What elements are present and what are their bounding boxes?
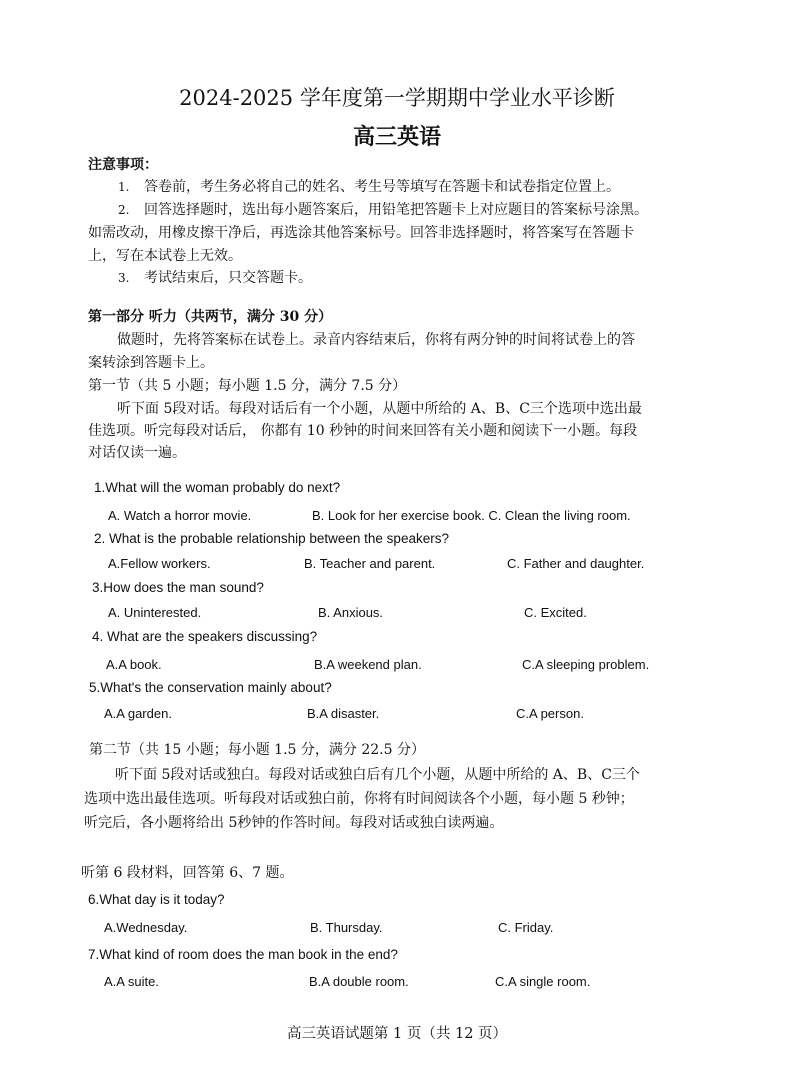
question-7-option-a: A.A suite. xyxy=(104,974,159,989)
question-4-option-a: A.A book. xyxy=(106,657,162,672)
notice-item-1 xyxy=(118,176,620,196)
notice-item-2 xyxy=(118,199,648,219)
section2-intro-line-2: 选项中选出最佳选项。听每段对话或独白前，你将有时间阅读各个小题，每小题 5 秒钟； xyxy=(84,791,634,807)
notice-item-text: 回答选择题时，选出每小题答案后，用铅笔把答题卡上对应题目的答案标号涂黑。 xyxy=(144,202,648,218)
notice-item-number: 1. xyxy=(118,180,130,194)
notice-item-2-line-2: 如需改动，用橡皮擦干净后，再选涂其他答案标号。回答非选择题时，将答案写在答题卡 xyxy=(88,225,634,241)
section1-intro-line-3: 对话仅读一遍。 xyxy=(88,445,186,461)
question-3-option-b: B. Anxious. xyxy=(318,605,384,620)
question-2-option-b: B. Teacher and parent. xyxy=(304,556,436,571)
question-3-option-a: A. Uninterested. xyxy=(108,605,202,620)
question-4: 4. What are the speakers discussing? xyxy=(92,629,318,644)
question-7: 7.What kind of room does the man book in the end? xyxy=(88,947,398,962)
question-5: 5.What's the conservation mainly about? xyxy=(89,680,332,695)
exam-subject: 高三英语 xyxy=(352,124,441,150)
exam-title: 2024-2025 学年度第一学期期中学业水平诊断 xyxy=(179,86,615,110)
part1-intro-line-1: 做题时，先将答案标在试卷上。录音内容结束后，你将有两分钟的时间将试卷上的答 xyxy=(117,332,635,348)
question-6-option-a: A.Wednesday. xyxy=(104,920,188,935)
question-7-option-b: B.A double room. xyxy=(309,974,409,989)
question-1: 1.What will the woman probably do next? xyxy=(94,480,341,495)
notice-item-text: 考试结束后，只交答题卡。 xyxy=(144,270,312,286)
question-4-option-c: C.A sleeping problem. xyxy=(522,657,650,672)
question-4-option-b: B.A weekend plan. xyxy=(314,657,422,672)
section2-heading: 第二节（共 15 小题；每小题 1.5 分，满分 22.5 分） xyxy=(89,742,425,758)
section1-intro-line-1: 听下面 5段对话。每段对话后有一个小题，从题中所给的 A、B、C三个选项中选出最 xyxy=(117,401,642,417)
question-2-option-c: C. Father and daughter. xyxy=(507,556,645,571)
section1-intro-line-2: 佳选项。听完每段对话后， 你都有 10 秒钟的时间来回答有关小题和阅读下一小题。每段 xyxy=(88,423,638,439)
question-3-option-c: C. Excited. xyxy=(524,605,587,620)
notice-item-3 xyxy=(118,267,312,287)
material-instruction: 听第 6 段材料，回答第 6、7 题。 xyxy=(81,865,294,881)
question-2: 2. What is the probable relationship between the speakers? xyxy=(94,531,449,546)
notice-item-2-line-3: 上，写在本试卷上无效。 xyxy=(88,248,242,264)
notice-item-text: 答卷前，考生务必将自己的姓名、考生号等填写在答题卡和试卷指定位置上。 xyxy=(144,179,620,195)
question-6-option-c: C. Friday. xyxy=(498,920,554,935)
question-2-option-a: A.Fellow workers. xyxy=(108,556,211,571)
section1-heading: 第一节（共 5 小题；每小题 1.5 分，满分 7.5 分） xyxy=(88,378,407,394)
notice-item-number: 3. xyxy=(118,271,130,285)
question-1-option-a: A. Watch a horror movie. xyxy=(108,508,252,523)
page-footer: 高三英语试题第 1 页（共 12 页） xyxy=(286,1026,508,1042)
section2-intro-line-3: 听完后，各小题将给出 5秒钟的作答时间。每段对话或独白读两遍。 xyxy=(84,815,504,831)
question-6: 6.What day is it today? xyxy=(88,892,225,907)
notice-item-number: 2. xyxy=(118,203,130,217)
section2-intro-line-1: 听下面 5段对话或独白。每段对话或独白后有几个小题，从题中所给的 A、B、C三个 xyxy=(115,767,640,783)
question-1-option-b: B. Look for her exercise book. C. Clean the living room. xyxy=(312,508,631,523)
question-3: 3.How does the man sound? xyxy=(92,580,264,595)
part1-heading: 第一部分 听力（共两节，满分 30 分） xyxy=(88,309,333,325)
question-5-option-a: A.A garden. xyxy=(104,706,172,721)
question-6-option-b: B. Thursday. xyxy=(310,920,383,935)
question-5-option-c: C.A person. xyxy=(516,706,584,721)
question-5-option-b: B.A disaster. xyxy=(307,706,380,721)
question-7-option-c: C.A single room. xyxy=(495,974,591,989)
part1-intro-line-2: 案转涂到答题卡上。 xyxy=(88,355,214,371)
notice-heading: 注意事项： xyxy=(88,157,158,173)
